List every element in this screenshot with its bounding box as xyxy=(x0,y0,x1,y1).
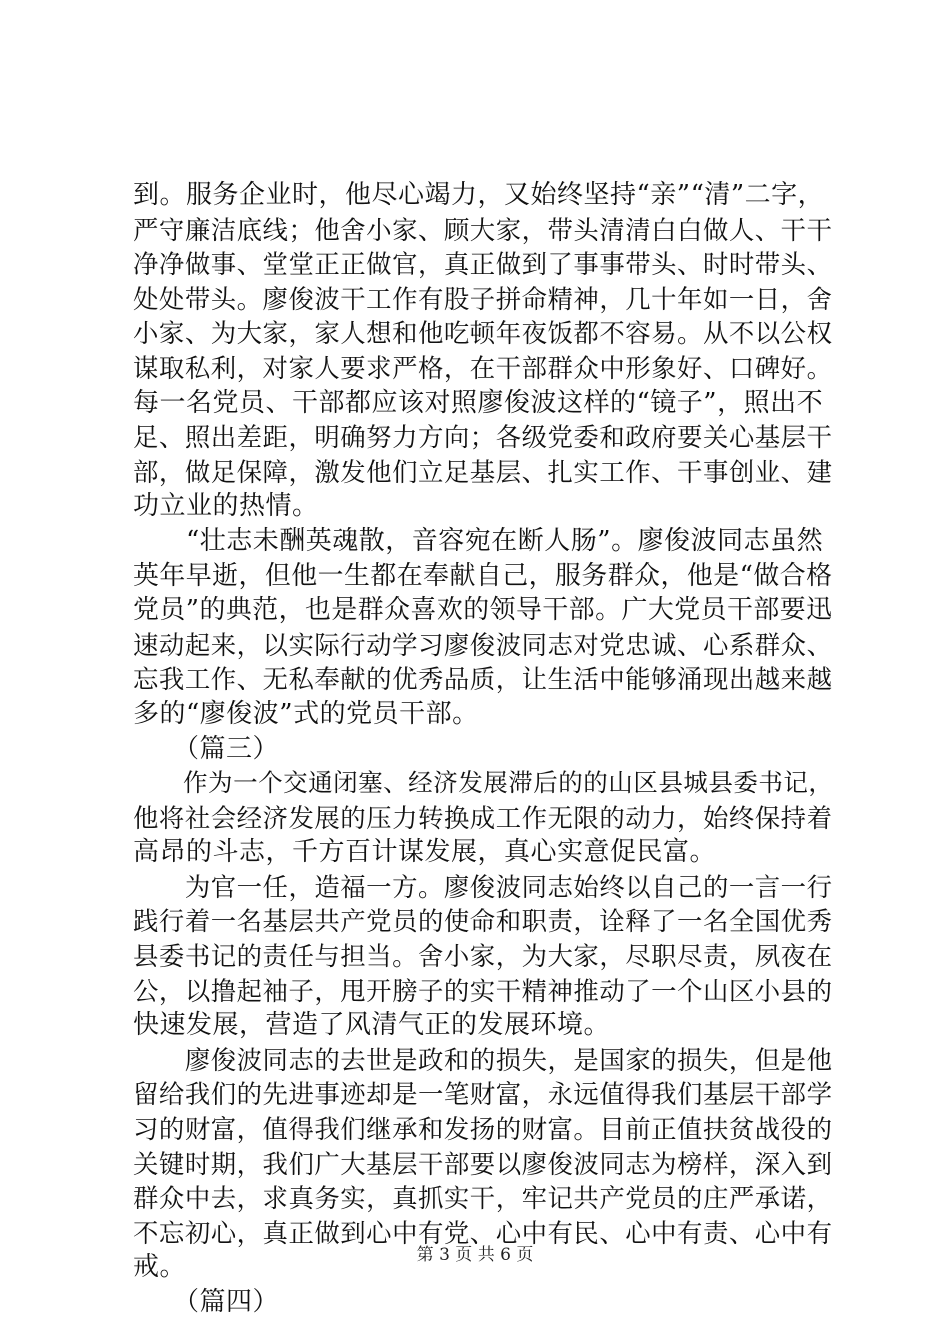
text-line: 践行着一名基层共产党员的使命和职责，诠释了一名全国优秀 xyxy=(133,906,833,937)
text-line: 严守廉洁底线；他舍小家、顾大家，带头清清白白做人、干干 xyxy=(133,214,833,245)
text-line: 党员”的典范，也是群众喜欢的领导干部。广大党员干部要迅 xyxy=(133,595,833,626)
document-body xyxy=(133,178,833,1320)
text-line: 高昂的斗志，千方百计谋发展，真心实意促民富。 xyxy=(133,837,717,868)
text-line: 习的财富，值得我们继承和发扬的财富。目前正值扶贫战役的 xyxy=(133,1114,833,1145)
text-line: 每一名党员、干部都应该对照廖俊波这样的“镜子”，照出不 xyxy=(133,387,824,418)
text-line: 部，做足保障，激发他们立足基层、扎实工作、干事创业、建 xyxy=(133,456,833,487)
text-line: （篇三） xyxy=(133,733,280,764)
text-line: 群众中去，求真务实，真抓实干，牢记共产党员的庄严承诺， xyxy=(133,1183,833,1214)
text-line: 净净做事、堂堂正正做官，真正做到了事事带头、时时带头、 xyxy=(133,249,833,280)
text-line: 县委书记的责任与担当。舍小家，为大家，尽职尽责，夙夜在 xyxy=(133,941,833,972)
text-line: 功立业的热情。 xyxy=(133,491,319,522)
text-line: 留给我们的先进事迹却是一笔财富，永远值得我们基层干部学 xyxy=(133,1079,833,1110)
text-line: 不忘初心，真正做到心中有党、心中有民、心中有责、心中有 xyxy=(133,1217,833,1248)
text-line: 戒。 xyxy=(133,1252,187,1283)
text-line: 足、照出差距，明确努力方向；各级党委和政府要关心基层干 xyxy=(133,422,833,453)
text-line: 廖俊波同志的去世是政和的损失，是国家的损失，但是他 xyxy=(133,1044,833,1075)
text-line: 多的“廖俊波”式的党员干部。 xyxy=(133,698,479,729)
text-line: 忘我工作、无私奉献的优秀品质，让生活中能够涌现出越来越 xyxy=(133,664,833,695)
text-line: 小家、为大家，家人想和他吃顿年夜饭都不容易。从不以公权 xyxy=(133,318,833,349)
text-line: 处处带头。廖俊波干工作有股子拼命精神，几十年如一日，舍 xyxy=(133,283,833,314)
text-line: 快速发展，营造了风清气正的发展环境。 xyxy=(133,1010,611,1041)
page-footer: 第 3 页 共 6 页 xyxy=(416,1245,534,1265)
text-line: 谋取私利，对家人要求严格，在干部群众中形象好、口碑好。 xyxy=(133,352,833,383)
text-line: （篇四） xyxy=(133,1287,280,1317)
text-line: 公，以撸起袖子，甩开膀子的实干精神推动了一个山区小县的 xyxy=(133,975,833,1006)
text-line: 关键时期，我们广大基层干部要以廖俊波同志为榜样，深入到 xyxy=(133,1148,833,1179)
text-line: 作为一个交通闭塞、经济发展滞后的的山区县城县委书记， xyxy=(133,768,834,798)
text-line: 英年早逝，但他一生都在奉献自己，服务群众，他是“做合格 xyxy=(133,560,833,591)
text-line: 他将社会经济发展的压力转换成工作无限的动力，始终保持着 xyxy=(133,802,833,833)
text-line: 为官一任，造福一方。廖俊波同志始终以自己的一言一行 xyxy=(133,871,833,902)
text-line: 速动起来，以实际行动学习廖俊波同志对党忠诚、心系群众、 xyxy=(133,629,833,660)
text-line: “壮志未酬英魂散，音容宛在断人肠”。廖俊波同志虽然 xyxy=(133,525,824,556)
text-line: 到。服务企业时，他尽心竭力，又始终坚持“亲”“清”二字， xyxy=(133,180,825,210)
